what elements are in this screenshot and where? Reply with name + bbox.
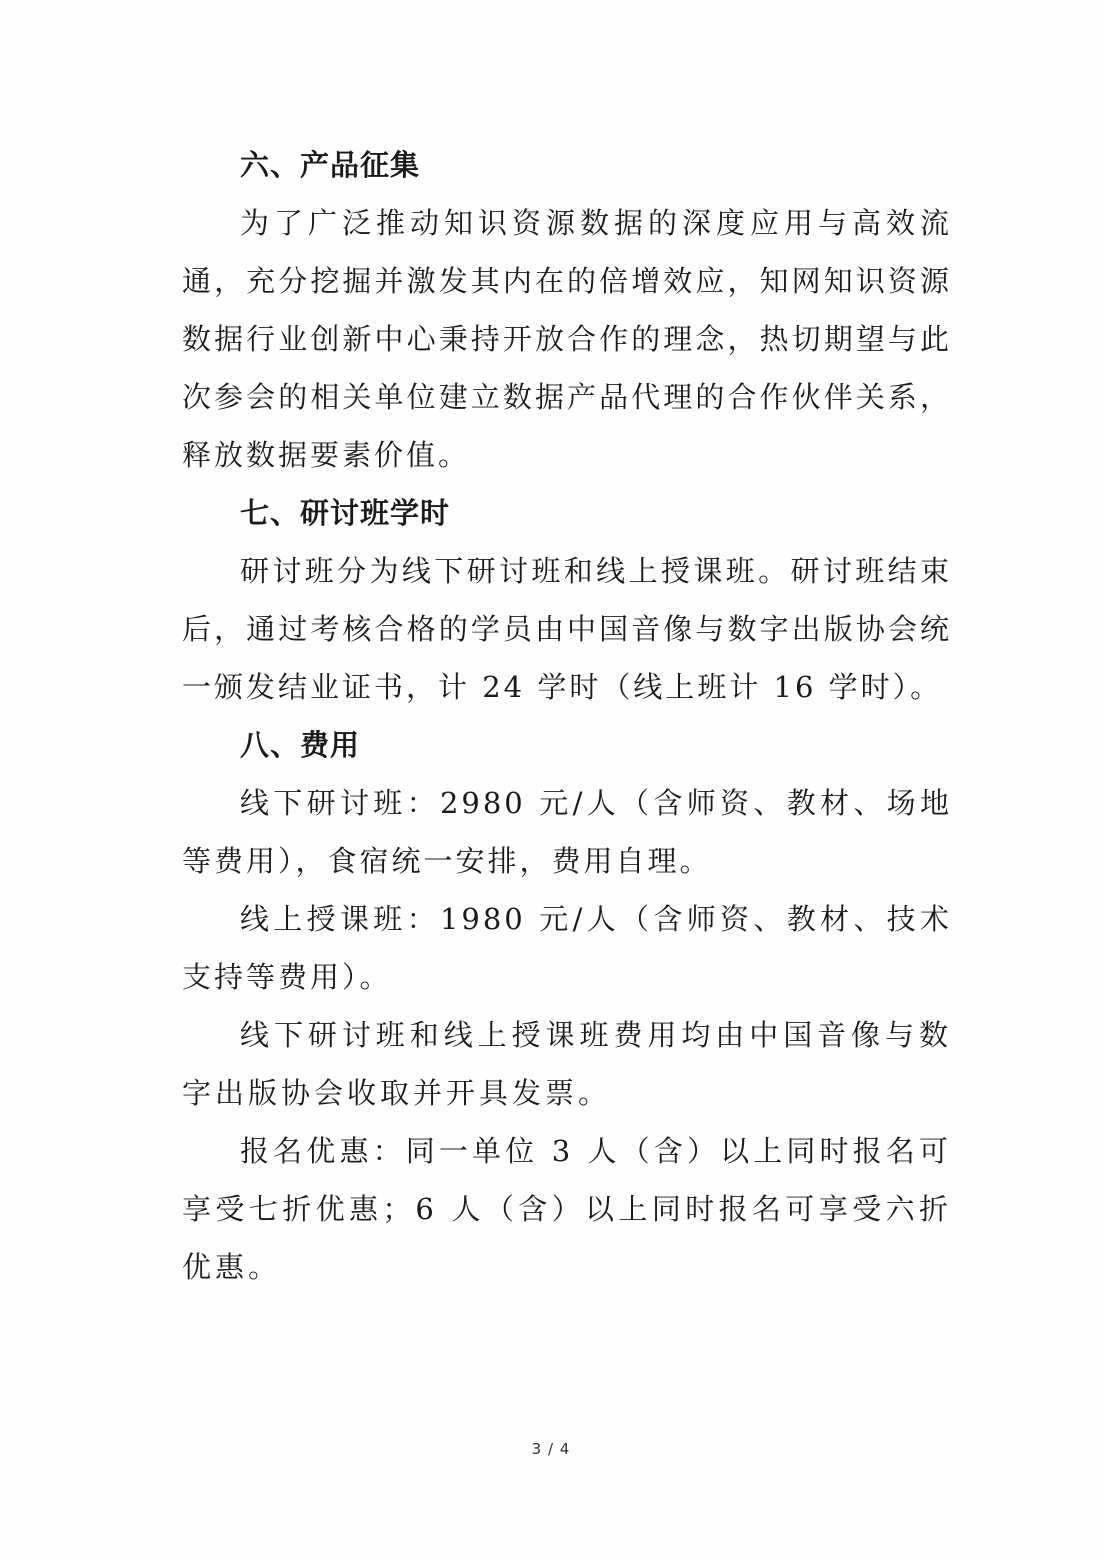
section-heading-product-collection: 六、产品征集 (240, 148, 421, 182)
section-study-hours (182, 484, 952, 716)
section-heading-study-hours: 七、研讨班学时 (240, 496, 451, 530)
section-product-collection (182, 136, 952, 484)
paragraph-online-fee: 线上授课班：1980 元/人（含师资、教材、技术支持等费用）。 (182, 902, 952, 994)
paragraph-product-collection: 为了广泛推动知识资源数据的深度应用与高效流通，充分挖掘并激发其内在的倍增效应，知网知识资源数据行业创新中心秉持开放合作的理念，热切期望与此次参会的相关单位建立数据产品代理的合作伙伴关系，释放数据要素价值。 (182, 206, 952, 472)
paragraph-discount: 报名优惠：同一单位 3 人（含）以上同时报名可享受七折优惠；6 人（含）以上同时报名可享受六折优惠。 (182, 1134, 952, 1284)
document-body (182, 136, 952, 1296)
paragraph-invoice: 线下研讨班和线上授课班费用均由中国音像与数字出版协会收取并开具发票。 (182, 1018, 952, 1110)
section-fees (182, 716, 952, 1296)
paragraph-study-hours: 研讨班分为线下研讨班和线上授课班。研讨班结束后，通过考核合格的学员由中国音像与数字出版协会统一颁发结业证书，计 24 学时（线上班计 16 学时）。 (182, 554, 952, 704)
paragraph-offline-fee: 线下研讨班：2980 元/人（含师资、教材、场地等费用），食宿统一安排，费用自理。 (182, 786, 952, 878)
page-number: 3 / 4 (531, 1440, 571, 1458)
section-heading-fees: 八、费用 (240, 728, 361, 762)
